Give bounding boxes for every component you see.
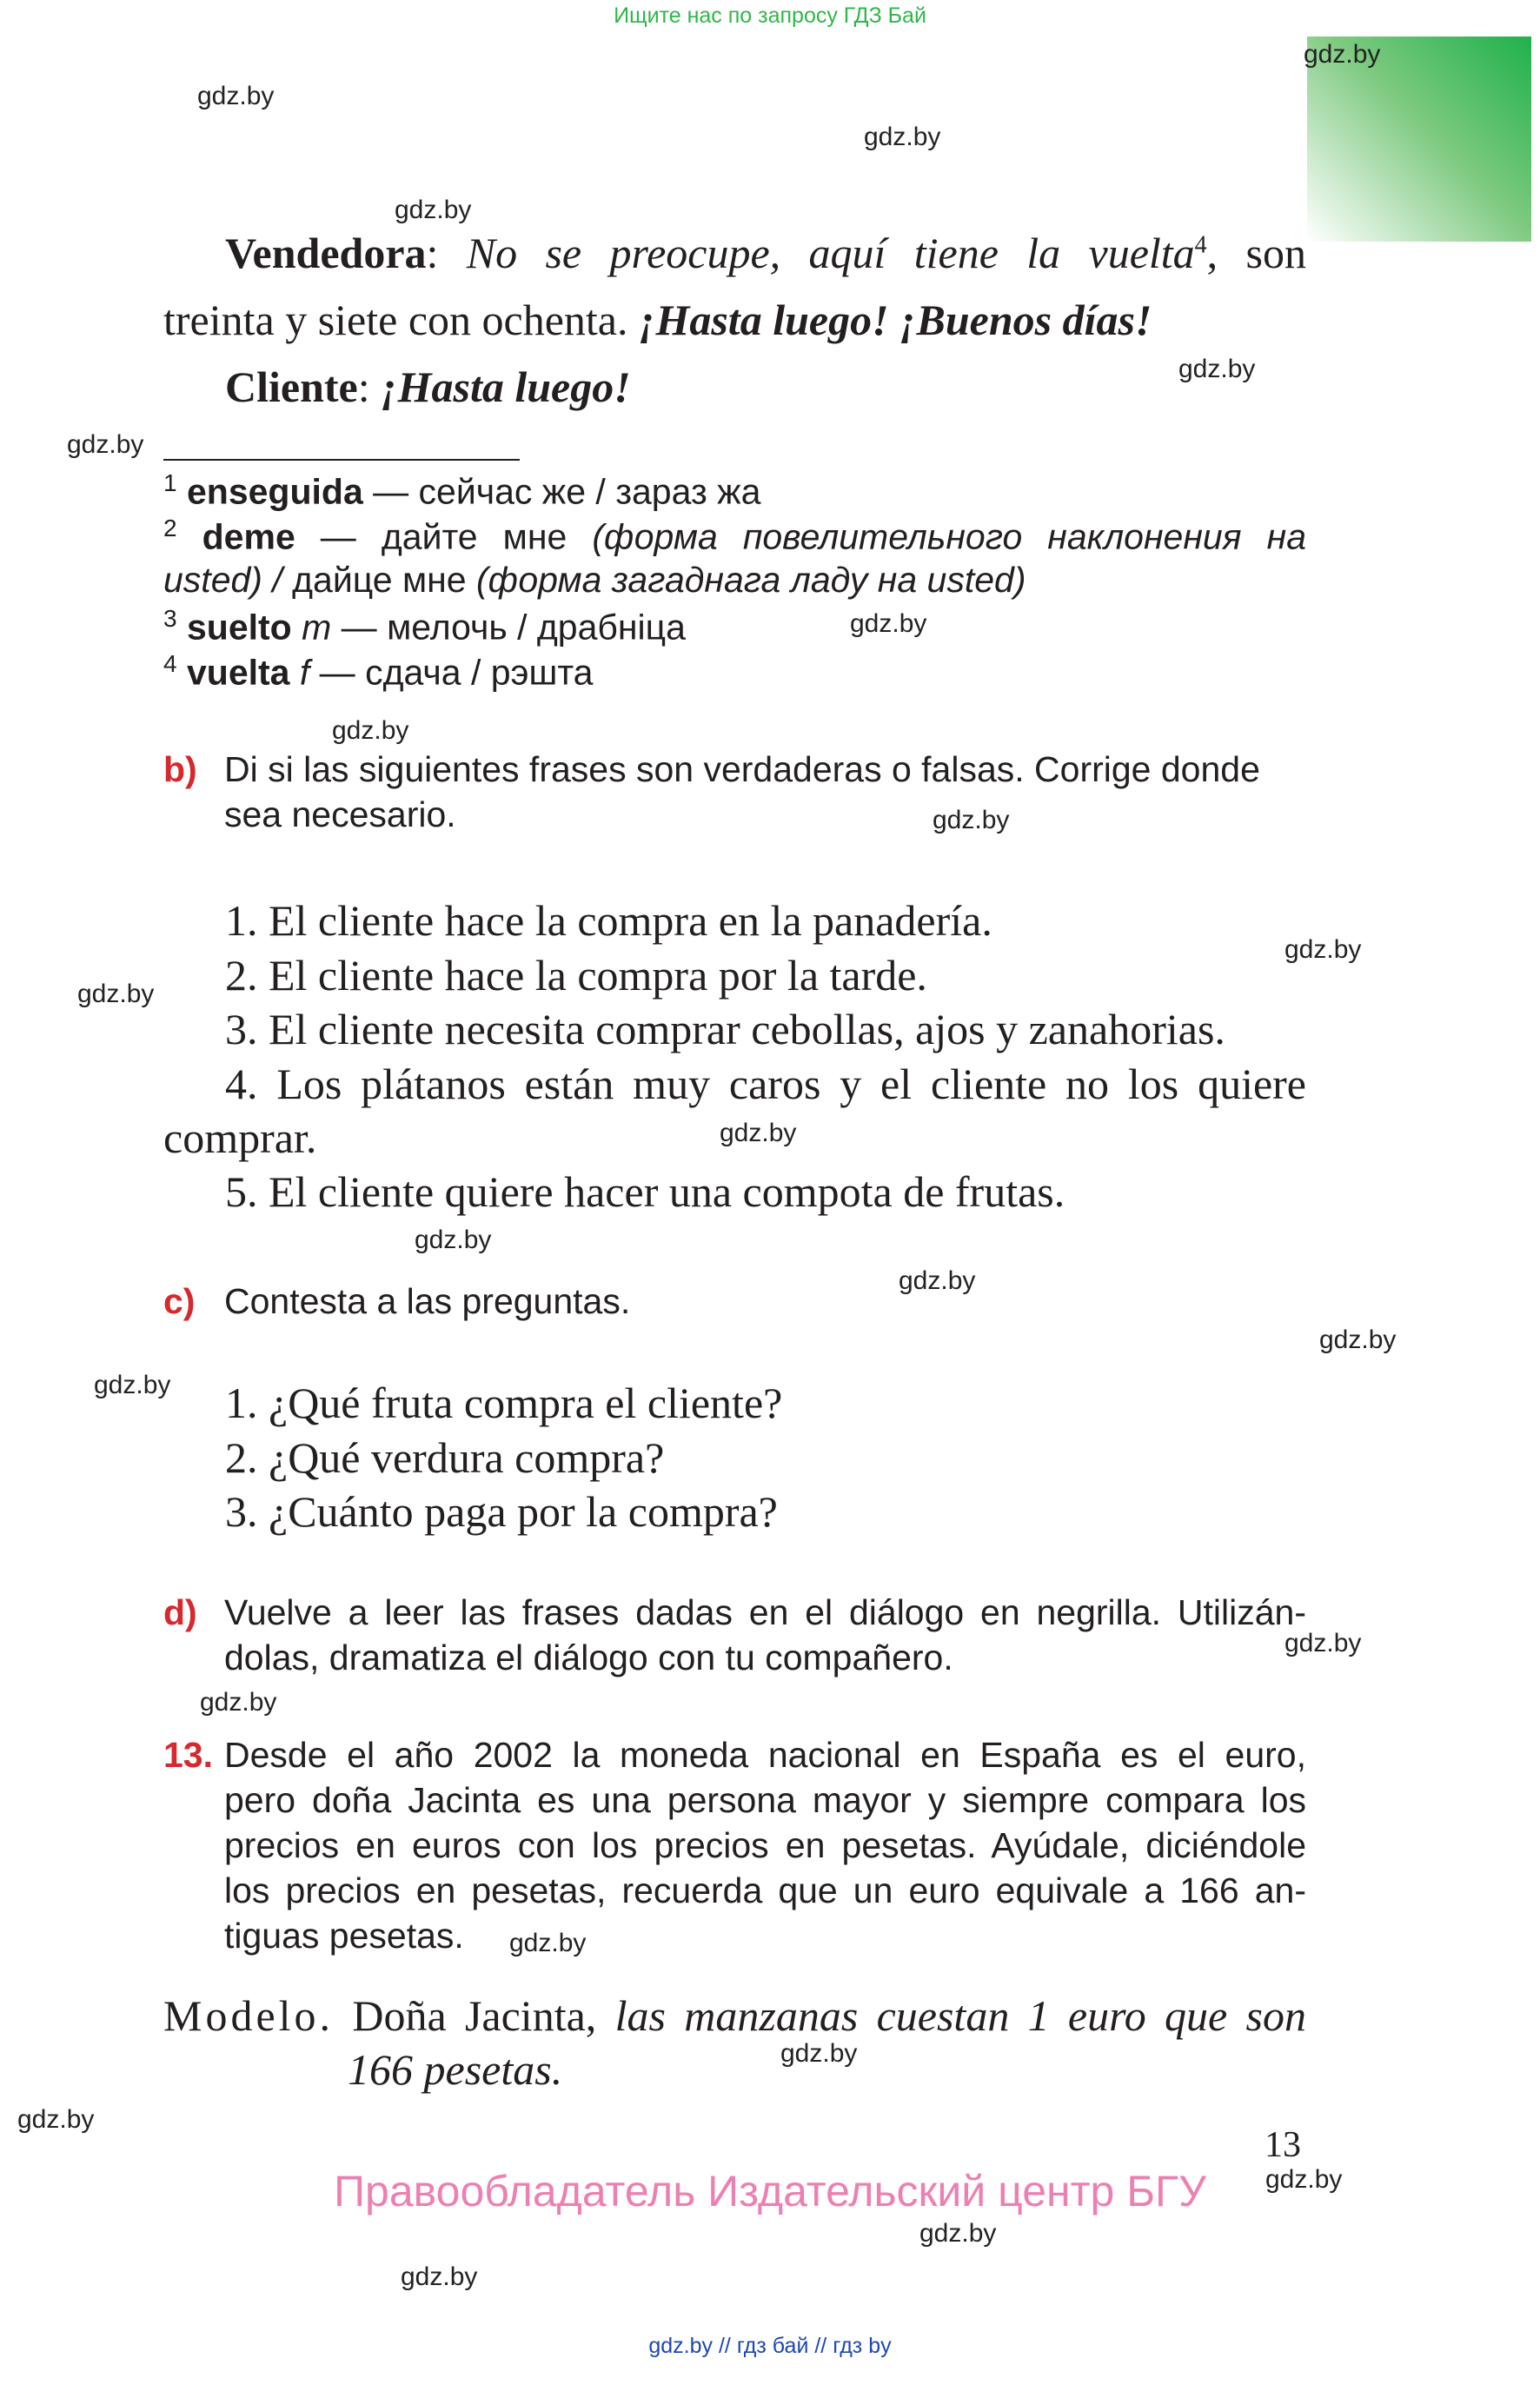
watermark: gdz.by bbox=[401, 2262, 478, 2291]
bottom-links[interactable]: gdz.by // гдз бай // гдз by bbox=[648, 2334, 892, 2358]
task-b-item-4-continued: comprar. bbox=[163, 1113, 317, 1162]
dialog-vendedora-line: Vendedora: No se preocupe, aquí tiene la vuelta$^4$, son bbox=[225, 229, 1306, 277]
watermark: gdz.by bbox=[415, 1226, 492, 1254]
watermark: gdz.by bbox=[332, 716, 409, 745]
top-banner: Ищите нас по запросу ГДЗ Бай bbox=[614, 3, 926, 28]
watermark: gdz.by bbox=[1265, 2165, 1343, 2194]
footnote-4: $^4$ vuelta f — сдача / рэшта bbox=[163, 650, 594, 693]
task-d-line-2: dolas, dramatiza el diálogo con tu compañero. bbox=[224, 1638, 953, 1677]
watermark: gdz.by bbox=[780, 2039, 858, 2068]
exercise-13-line-5: tiguas pesetas. bbox=[224, 1916, 464, 1956]
page-number: 13 bbox=[1265, 2125, 1301, 2165]
exercise-13-number: 13. bbox=[163, 1735, 213, 1775]
watermark: gdz.by bbox=[1178, 355, 1256, 383]
task-c-question-1: 1. ¿Qué fruta compra el cliente? bbox=[225, 1379, 783, 1427]
watermark: gdz.by bbox=[899, 1266, 976, 1295]
modelo-line-2: 166 pesetas. bbox=[348, 2045, 563, 2094]
footnote-3: $^3$ suelto m — мелочь / драбніца bbox=[163, 605, 686, 648]
exercise-13-line-1: Desde el año 2002 la moneda nacional en España es el euro, bbox=[224, 1735, 1306, 1775]
task-b-item-3: 3. El cliente necesita comprar cebollas, ajos y zanahorias. bbox=[225, 1005, 1225, 1053]
task-b-instruction-line-2: sea necesario. bbox=[224, 794, 456, 834]
watermark: gdz.by bbox=[1304, 40, 1381, 69]
watermark: gdz.by bbox=[509, 1929, 587, 1957]
task-b-label: b) bbox=[163, 749, 197, 789]
watermark: gdz.by bbox=[919, 2219, 997, 2248]
task-b-item-4: 4. Los plátanos están muy caros y el cliente no los quiere bbox=[225, 1060, 1306, 1108]
watermark: gdz.by bbox=[1284, 1629, 1362, 1658]
dialog-cliente-line: Cliente: ¡Hasta luego! bbox=[225, 362, 631, 411]
footnote-2-line-2: usted) / дайце мне (форма загаднага ладу на usted) bbox=[163, 560, 1026, 600]
watermark: gdz.by bbox=[1319, 1325, 1397, 1354]
watermark: gdz.by bbox=[17, 2105, 95, 2134]
watermark: gdz.by bbox=[1284, 935, 1362, 964]
task-b-instruction-line-1: Di si las siguientes frases son verdaderas o falsas. Corrige donde bbox=[224, 749, 1260, 789]
watermark: gdz.by bbox=[77, 980, 155, 1008]
task-c-label: c) bbox=[163, 1281, 196, 1321]
watermark: gdz.by bbox=[94, 1371, 171, 1399]
exercise-13-line-2: pero doña Jacinta es una persona mayor y siempre compara los bbox=[224, 1780, 1306, 1820]
task-b-item-5: 5. El cliente quiere hacer una compota de frutas. bbox=[225, 1167, 1065, 1216]
exercise-13-line-3: precios en euros con los precios en pesetas. Ayúdale, diciéndole bbox=[224, 1825, 1306, 1865]
footnote-1: $^1$ enseguida — сейчас же / зараз жа bbox=[163, 469, 761, 512]
task-d-label: d) bbox=[163, 1592, 197, 1632]
footnote-divider bbox=[163, 459, 520, 461]
task-c-question-2: 2. ¿Qué verdura compra? bbox=[225, 1433, 665, 1482]
task-b-item-2: 2. El cliente hace la compra por la tarde. bbox=[225, 951, 927, 1000]
watermark: gdz.by bbox=[197, 82, 275, 110]
watermark: gdz.by bbox=[200, 1688, 277, 1717]
watermark: gdz.by bbox=[864, 123, 941, 151]
task-d-line-1: Vuelve a leer las frases dadas en el diálogo en negrilla. Utilizán- bbox=[224, 1592, 1306, 1632]
watermark: gdz.by bbox=[67, 430, 144, 459]
task-c-instruction: Contesta a las preguntas. bbox=[224, 1281, 631, 1321]
exercise-13-line-4: los precios en pesetas, recuerda que un euro equivale a 166 an- bbox=[224, 1870, 1306, 1910]
dialog-line-2: treinta y siete con ochenta. ¡Hasta luego! ¡Buenos días! bbox=[163, 296, 1152, 344]
task-c-question-3: 3. ¿Cuánto paga por la compra? bbox=[225, 1487, 778, 1536]
copyright-notice: Правообладатель Издательский центр БГУ bbox=[334, 2167, 1206, 2216]
footnote-2: $^2$ deme — дайте мне (форма повелительного наклонения на bbox=[163, 515, 1306, 557]
watermark: gdz.by bbox=[720, 1119, 797, 1147]
watermark: gdz.by bbox=[850, 609, 927, 638]
watermark: gdz.by bbox=[933, 806, 1010, 834]
modelo-line-1: Modelo. Doña Jacinta, las manzanas cuestan 1 euro que son bbox=[163, 1991, 1306, 2040]
task-b-item-1: 1. El cliente hace la compra en la panadería. bbox=[225, 896, 992, 945]
watermark: gdz.by bbox=[395, 196, 472, 224]
